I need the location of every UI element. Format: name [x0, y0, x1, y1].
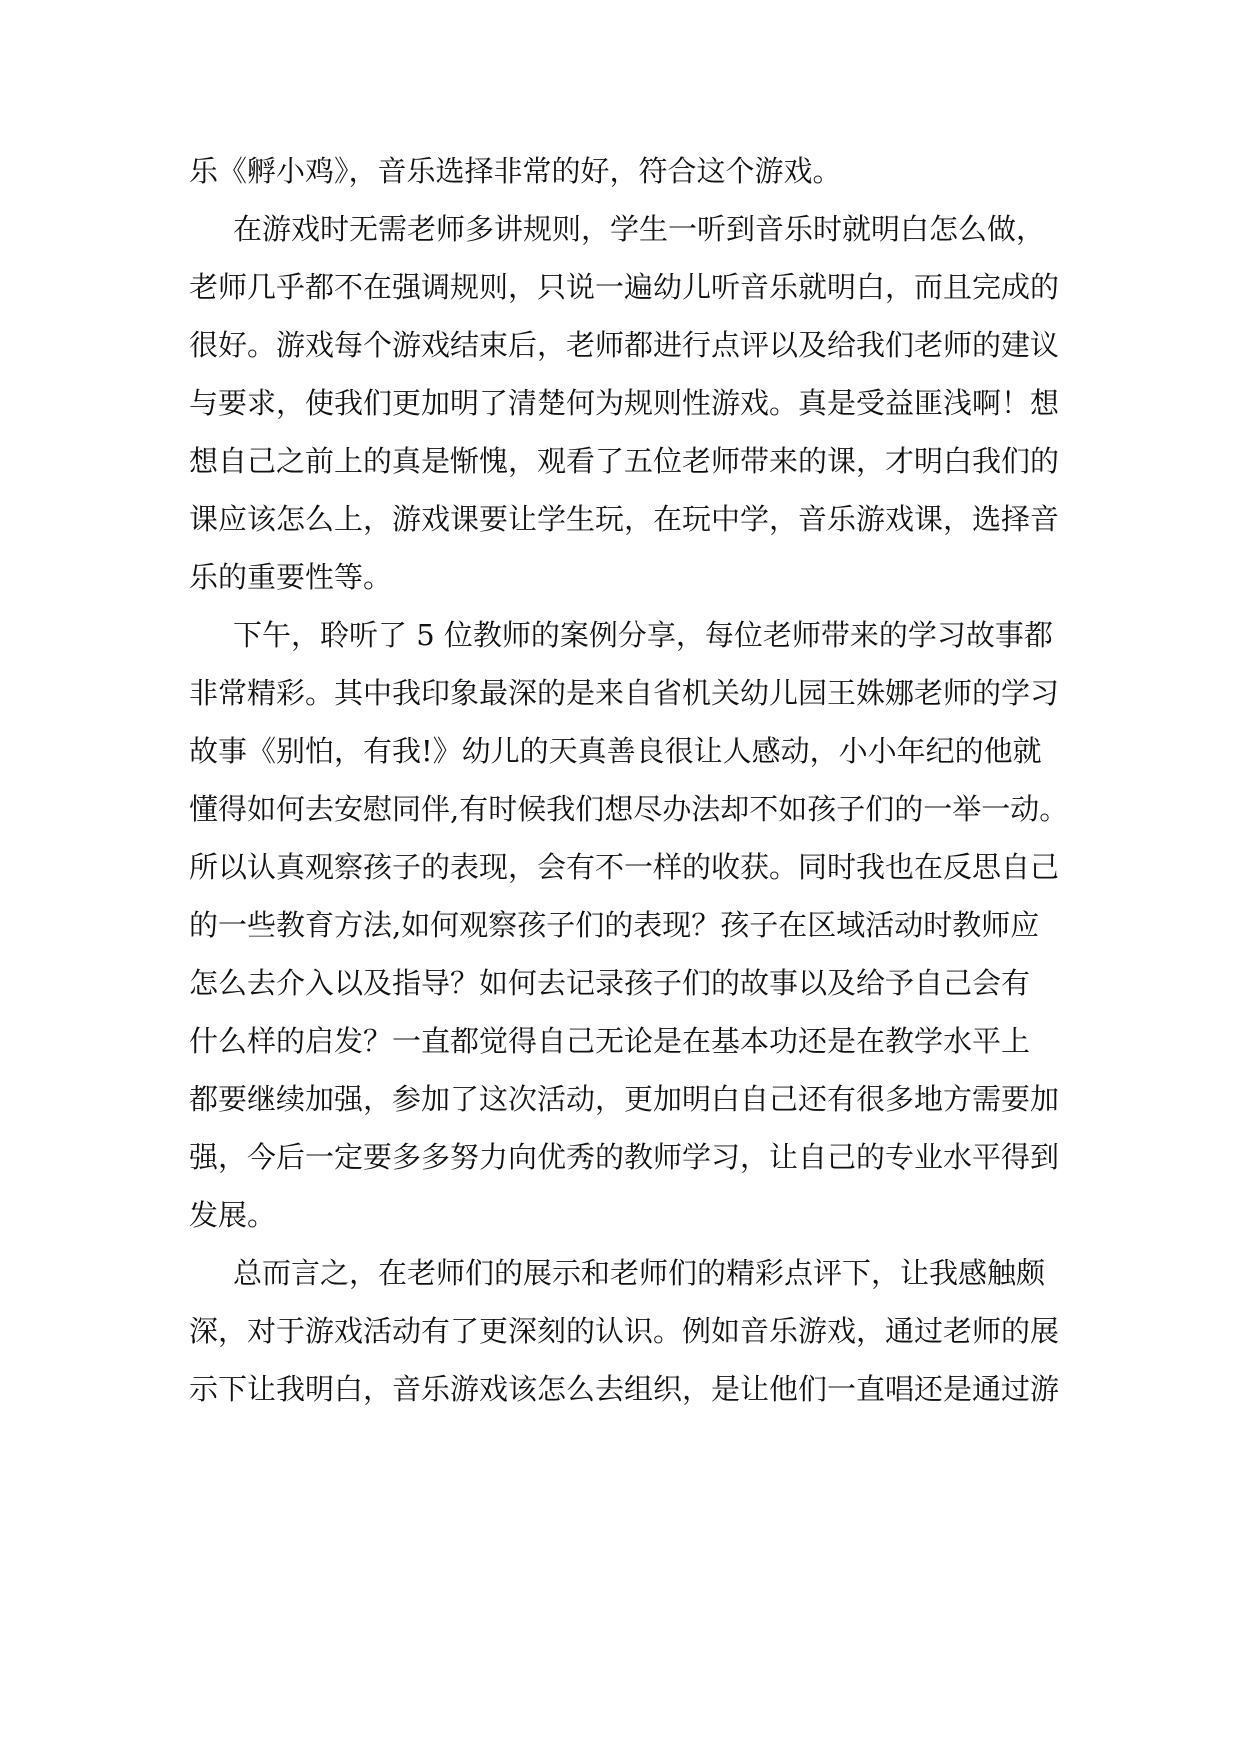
text-line: 的一些教育方法,如何观察孩子们的表现？孩子在区域活动时教师应: [189, 908, 1040, 942]
text-line: 所以认真观察孩子的表现，会有不一样的收获。同时我也在反思自己: [189, 850, 1060, 884]
text-line: 下午，聆听了 5 位教师的案例分享，每位老师带来的学习故事都: [233, 618, 1053, 652]
text-line: 示下让我明白，音乐游戏该怎么去组织，是让他们一直唱还是通过游: [189, 1372, 1060, 1406]
text-line: 什么样的启发？一直都觉得自己无论是在基本功还是在教学水平上: [189, 1024, 1031, 1058]
text-line: 老师几乎都不在强调规则，只说一遍幼儿听音乐就明白，而且完成的: [189, 270, 1060, 304]
text-line: 怎么去介入以及指导？如何去记录孩子们的故事以及给予自己会有: [189, 966, 1031, 1000]
text-line: 发展。: [189, 1198, 277, 1232]
text-line: 深，对于游戏活动有了更深刻的认识。例如音乐游戏，通过老师的展: [189, 1314, 1060, 1348]
text-line: 懂得如何去安慰同伴,有时候我们想尽办法却不如孩子们的一举一动。: [189, 792, 1069, 826]
text-line: 在游戏时无需老师多讲规则，学生一听到音乐时就明白怎么做，: [233, 212, 1046, 246]
text-line: 很好。游戏每个游戏结束后，老师都进行点评以及给我们老师的建议: [189, 328, 1060, 362]
text-line: 强，今后一定要多多努力向优秀的教师学习，让自己的专业水平得到: [189, 1140, 1060, 1174]
text-line: 与要求，使我们更加明了清楚何为规则性游戏。真是受益匪浅啊！想: [189, 386, 1060, 420]
text-line: 故事《别怕，有我!》幼儿的天真善良很让人感动，小小年纪的他就: [189, 734, 1042, 768]
text-line: 非常精彩。其中我印象最深的是来自省机关幼儿园王姝娜老师的学习: [189, 676, 1060, 710]
text-line: 想自己之前上的真是惭愧，观看了五位老师带来的课，才明白我们的: [189, 444, 1060, 478]
text-line: 总而言之，在老师们的展示和老师们的精彩点评下，让我感触颇: [233, 1256, 1046, 1290]
text-line: 乐《孵小鸡》，音乐选择非常的好，符合这个游戏。: [189, 154, 842, 188]
text-line: 乐的重要性等。: [189, 560, 393, 594]
text-line: 都要继续加强，参加了这次活动，更加明白自己还有很多地方需要加: [189, 1082, 1060, 1116]
text-line: 课应该怎么上，游戏课要让学生玩，在玩中学，音乐游戏课，选择音: [189, 502, 1060, 536]
